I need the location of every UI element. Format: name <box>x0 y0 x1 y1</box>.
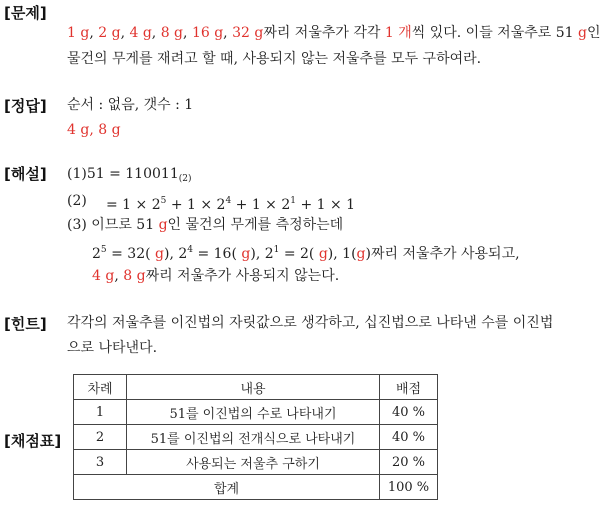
rubric-label: [채점표] <box>4 432 62 450</box>
problem-text-b: 씩 있다. 이들 저울추로 51 <box>411 25 578 41</box>
header-content: 내용 <box>127 375 380 400</box>
row-content: 사용되는 저울추 구하기 <box>127 450 380 475</box>
weight-1g: 1 g <box>67 25 90 41</box>
weight-32g: 32 g <box>232 25 264 41</box>
row-score: 40 % <box>380 400 438 425</box>
weight-16g: 16 g <box>191 25 224 41</box>
header-score: 배점 <box>380 375 438 400</box>
weight-2g: 2 g <box>98 25 121 41</box>
solution-step-1: $(1)51 = 110011_{(2)}$ <box>67 166 192 184</box>
problem-text-a: 짜리 저울추가 각각 <box>263 25 385 41</box>
row-score: 20 % <box>380 450 438 475</box>
row-no: 3 <box>74 450 127 475</box>
row-no: 1 <box>74 400 127 425</box>
solution-label: [해설] <box>4 165 47 183</box>
solution-step-2: (2) = $1 \times 2^5 + 1 \times 2^4 + 1 \times 2^1 + 1 \times 1$ <box>67 193 356 213</box>
row-content: 51를 이진법의 전개식으로 나타내기 <box>127 425 380 450</box>
rubric-header-row <box>74 375 438 400</box>
rubric-total-row <box>74 475 438 500</box>
count-text: 1 개 <box>384 25 412 41</box>
problem-text-c: 인 <box>586 25 601 41</box>
total-score: 100 % <box>380 475 438 500</box>
hint-line-2: 으로 나타낸다. <box>67 340 158 356</box>
solution-line-5: 4 g, 8 g짜리 저울추가 사용되지 않는다. <box>92 268 340 284</box>
row-content: 51를 이진법의 수로 나타내기 <box>127 400 380 425</box>
rubric-row <box>74 450 438 475</box>
row-no: 2 <box>74 425 127 450</box>
header-order: 차례 <box>74 375 127 400</box>
weight-8g: 8 g <box>160 25 184 41</box>
solution-step-3: (3) 이므로 51 g인 물건의 무게를 측정하는데 <box>67 217 344 233</box>
rubric-row <box>74 400 438 425</box>
answer-line-2: 4 g, 8 g <box>67 122 121 138</box>
problem-label: [문제] <box>4 4 47 22</box>
hint-line-1: 각각의 저울추를 이진법의 자릿값으로 생각하고, 십진법으로 나타낸 수를 이진법 <box>67 315 554 331</box>
unit-g: g <box>577 25 587 41</box>
total-label: 합계 <box>74 475 380 500</box>
row-score: 40 % <box>380 425 438 450</box>
problem-line-1: 1 g, 2 g, 4 g, 8 g, 16 g, 32 g짜리 저울추가 각각 1 개씩 있다. 이들 저울추로 51 g인 <box>67 25 601 41</box>
answer-line-1: 순서 : 없음, 갯수 : 1 <box>67 97 194 113</box>
solution-line-4: $2^5 = 32$( g), $2^4 = 16$( g), $2^1 = 2$( g), 1(g)짜리 저울추가 사용되고, <box>92 245 520 262</box>
rubric-row <box>74 425 438 450</box>
hint-label: [힌트] <box>4 315 47 333</box>
weight-4g: 4 g <box>129 25 152 41</box>
answer-label: [정답] <box>4 97 47 115</box>
rubric-table <box>73 374 438 500</box>
problem-line-2: 물건의 무게를 재려고 할 때, 사용되지 않는 저울추를 모두 구하여라. <box>67 51 482 67</box>
